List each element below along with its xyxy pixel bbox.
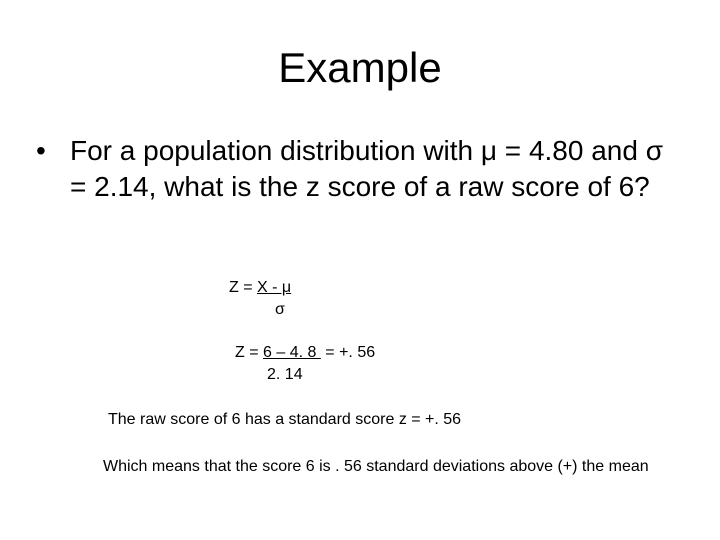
- result-statement: The raw score of 6 has a standard score z = +. 56: [108, 411, 462, 428]
- formula-z-calculation: [235, 343, 375, 363]
- formula-z-denominator: σ: [275, 301, 285, 318]
- calc-numerator: 6 – 4. 8: [263, 344, 321, 361]
- calc-result: = +. 56: [320, 344, 376, 361]
- formula-z-numerator: X - μ: [257, 279, 292, 296]
- formula-z-definition: [229, 278, 291, 298]
- meaning-statement: Which means that the score 6 is . 56 standard deviations above (+) the mean: [103, 458, 649, 475]
- slide-title: Example: [278, 44, 442, 91]
- bullet-text: For a population distribution with μ = 4.80 and σ = 2.14, what is the z score of a raw score of 6?: [70, 135, 663, 202]
- calc-prefix: Z =: [235, 344, 264, 361]
- formula-z-prefix: Z =: [229, 279, 258, 296]
- bullet-marker: •: [36, 135, 46, 166]
- calc-denominator: 2. 14: [267, 366, 303, 383]
